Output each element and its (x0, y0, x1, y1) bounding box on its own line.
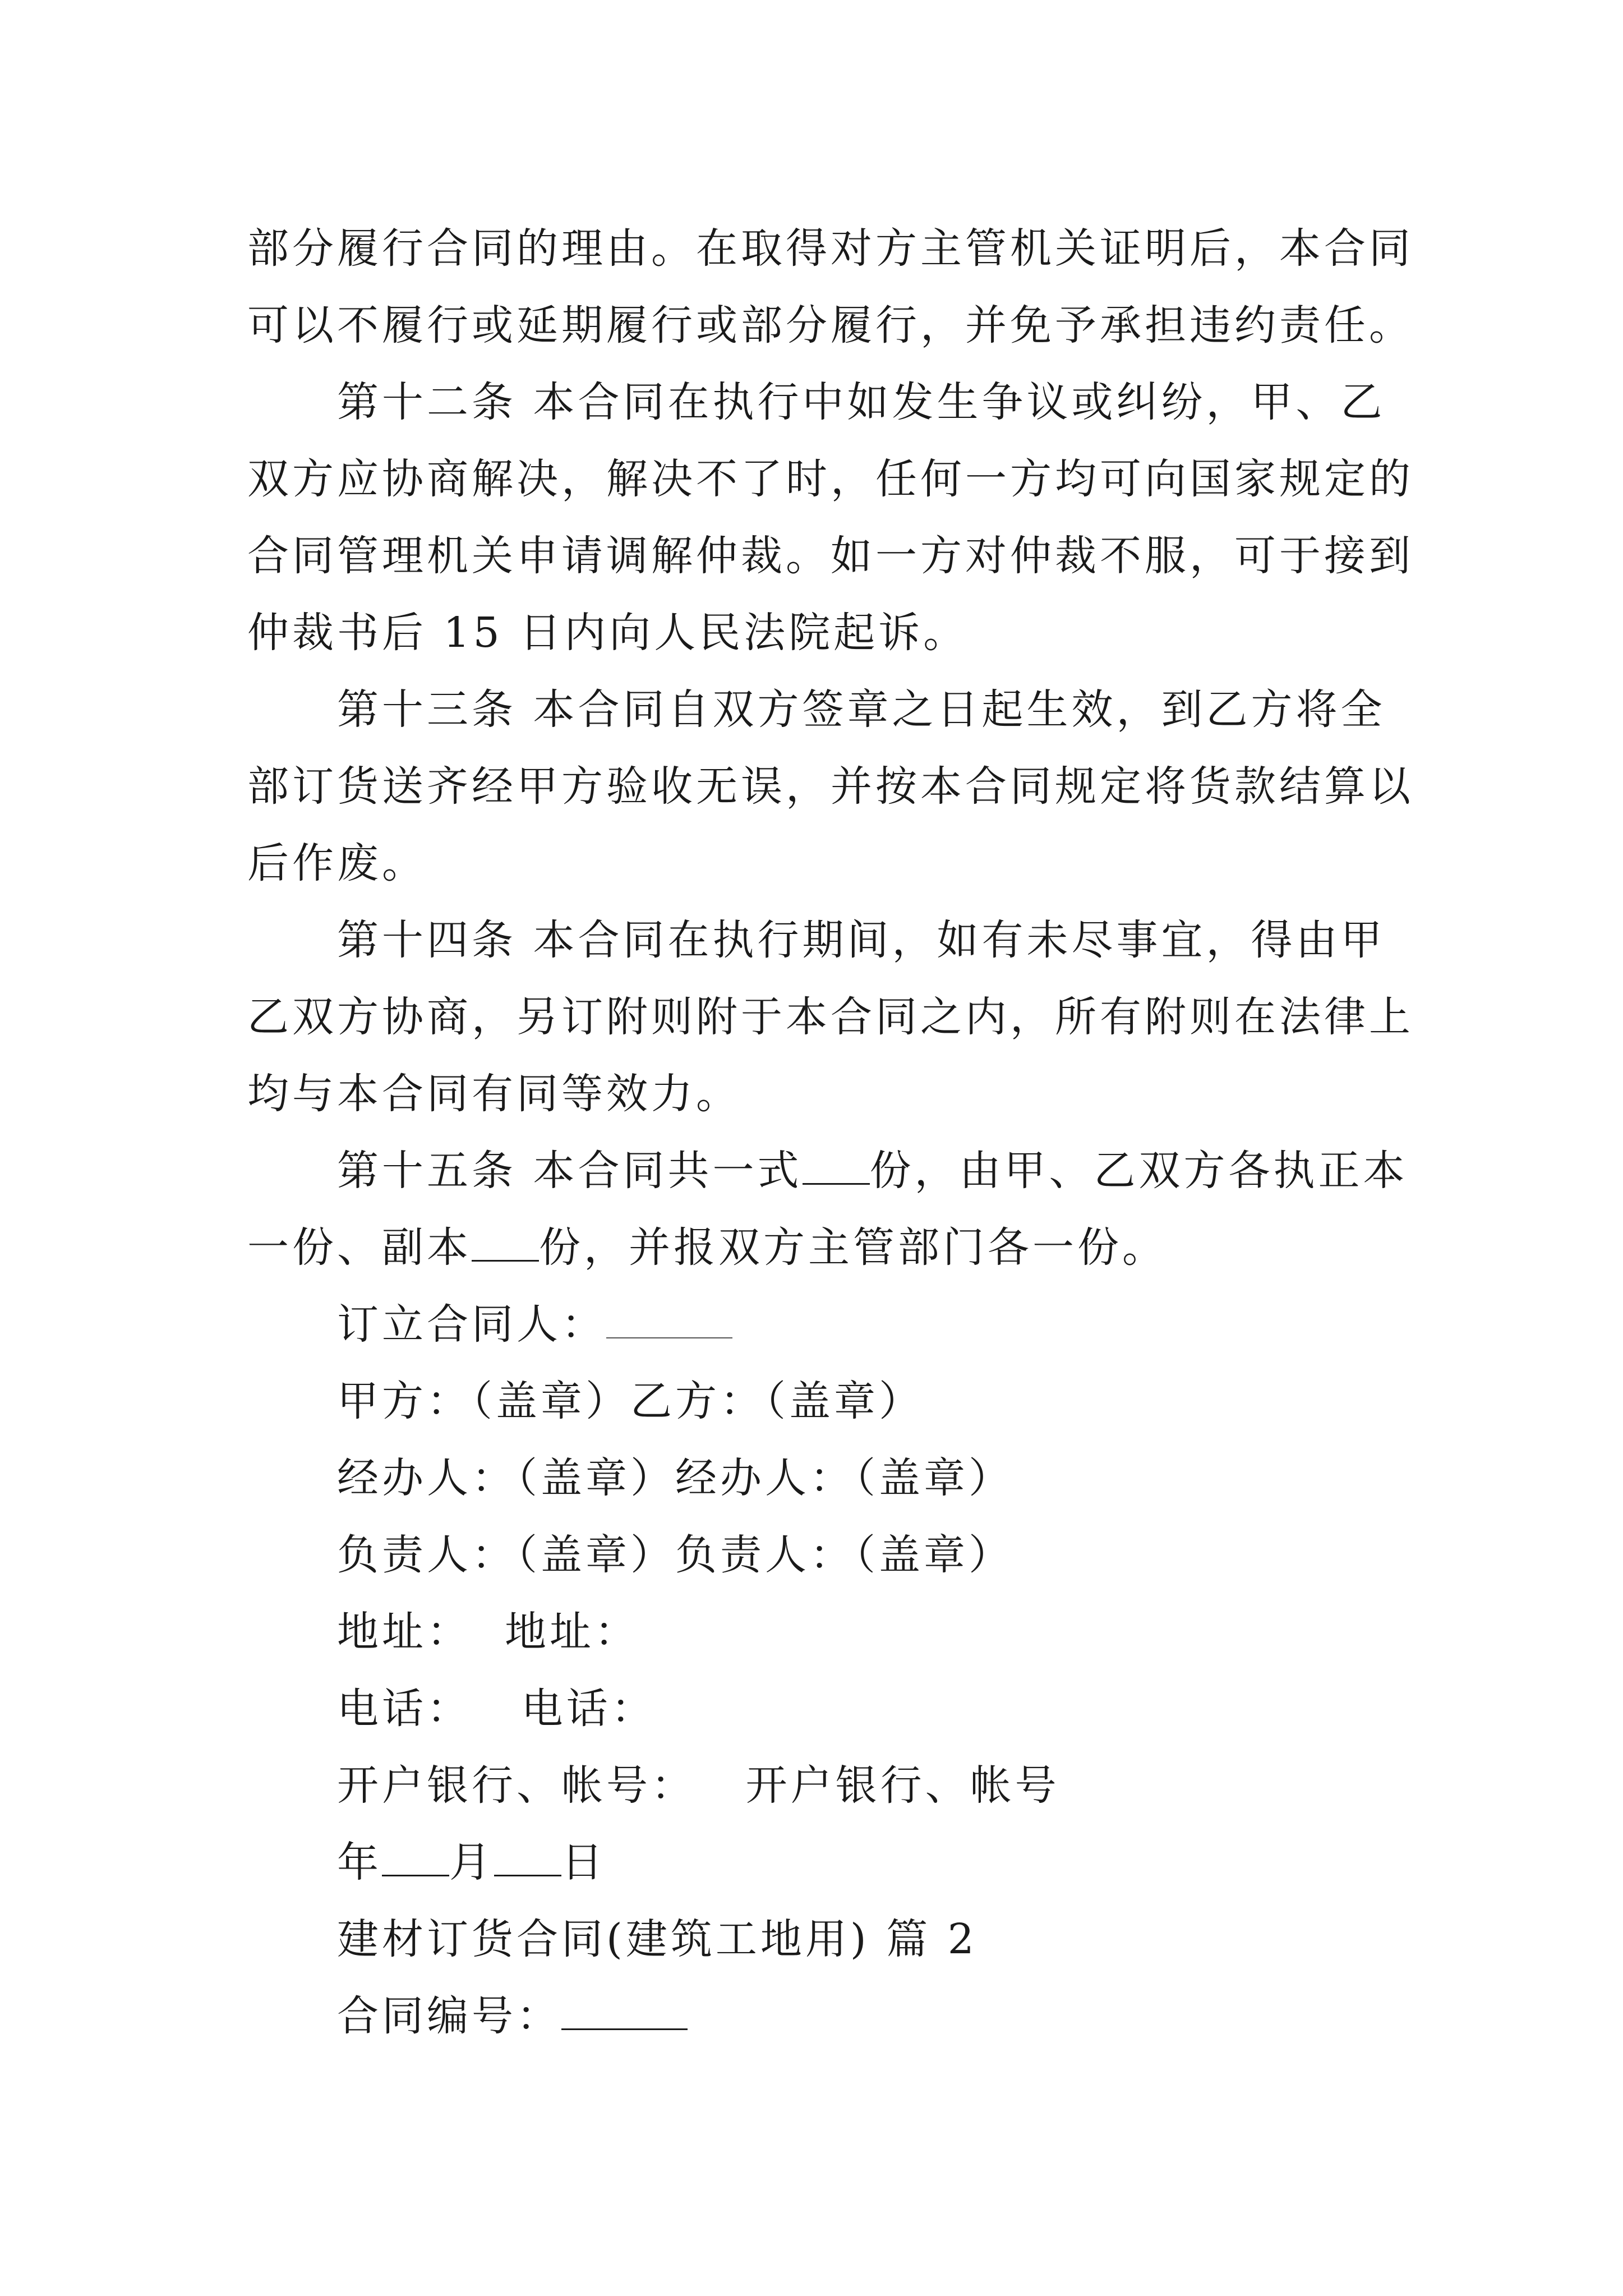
contract-number-label: 合同编号： (337, 1992, 561, 2040)
body-line: 双方应协商解决，解决不了时，任何一方均可向国家规定的 (247, 455, 1414, 503)
day-label: 日 (561, 1838, 606, 1887)
body-line: 可以不履行或延期履行或部分履行，并免予承担违约责任。 (247, 301, 1414, 349)
agent-seal-line: 经办人：（盖章）经办人：（盖章） (337, 1454, 1013, 1502)
address-line: 地址： 地址： (337, 1608, 640, 1656)
clause-15-text: 份，由甲、乙双方各执正本 (869, 1147, 1408, 1195)
signatory-blank (606, 1301, 732, 1338)
party-seal-line: 甲方：（盖章）乙方：（盖章） (337, 1377, 924, 1425)
document-body (247, 210, 1414, 2055)
body-line: 部订货送齐经甲方验收无误，并按本合同规定将货款结算以 (247, 762, 1414, 811)
body-line: 后作废。 (247, 839, 427, 887)
responsible-seal-line: 负责人：（盖章）负责人：（盖章） (337, 1531, 1013, 1579)
body-line: 均与本合同有同等效力。 (247, 1070, 741, 1118)
phone-line: 电话： 电话： (337, 1685, 656, 1733)
clause-15-line-1 (247, 1133, 1408, 1209)
copies-blank (803, 1147, 870, 1185)
clause-14-heading-line: 第十四条 本合同在执行期间，如有未尽事宜，得由甲 (337, 916, 1386, 964)
signatory-line (247, 1286, 1386, 1363)
body-line: 仲裁书后 15 日内向人民法院起诉。 (247, 609, 969, 657)
body-line: 乙双方协商，另订附则附于本合同之内，所有附则在法律上 (247, 993, 1414, 1041)
body-line: 合同管理机关申请调解仲裁。如一方对仲裁不服，可于接到 (247, 532, 1414, 580)
clause-15-line-2 (247, 1209, 1386, 1286)
clause-12-heading-line: 第十二条 本合同在执行中如发生争议或纠纷，甲、乙 (337, 378, 1386, 426)
month-label: 月 (449, 1838, 494, 1887)
month-blank (382, 1839, 449, 1876)
clause-13-heading-line: 第十三条 本合同自双方签章之日起生效，到乙方将全 (337, 685, 1386, 734)
contract-number-blank (561, 1993, 688, 2030)
body-line: 部分履行合同的理由。在取得对方主管机关证明后，本合同 (247, 224, 1414, 273)
year-label: 年 (337, 1838, 382, 1887)
day-blank (494, 1839, 561, 1876)
signatory-label: 订立合同人： (337, 1300, 606, 1349)
clause-15-text: 份，并报双方主管部门各一份。 (539, 1223, 1167, 1272)
clause-15-text: 第十五条 本合同共一式 (337, 1147, 803, 1195)
contract-number-line (247, 1978, 1386, 2055)
bank-account-line: 开户银行、帐号： 开户银行、帐号 (337, 1761, 1060, 1810)
duplicate-copies-blank (472, 1224, 539, 1262)
section-title: 建材订货合同(建筑工地用) 篇 2 (337, 1915, 978, 1963)
clause-15-text: 一份、副本 (247, 1223, 472, 1272)
date-line (247, 1824, 1386, 1901)
